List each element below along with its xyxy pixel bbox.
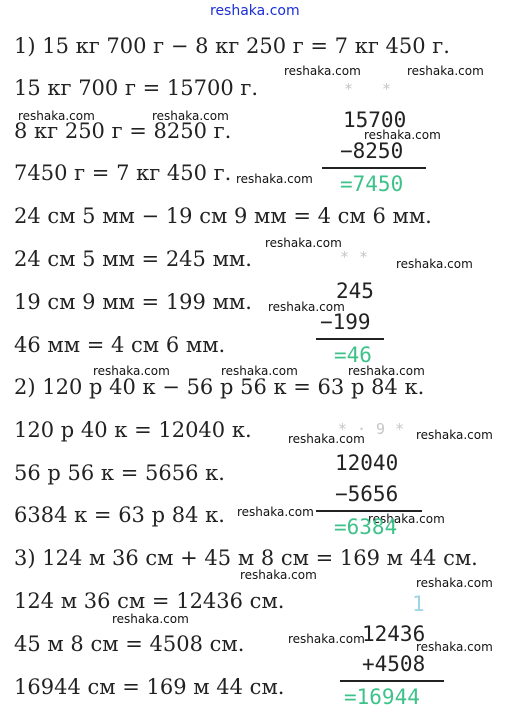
column-rule [340,680,444,682]
watermark: reshaka.com [348,364,425,378]
watermark: reshaka.com [236,172,313,186]
column-rule [316,338,384,340]
watermark: reshaka.com [288,432,365,446]
column-rule [322,167,426,169]
watermark: reshaka.com [368,512,445,526]
column-minuend: 15700 [343,108,407,132]
column-subtrahend: −5656 [335,482,399,506]
column-subtrahend: −199 [320,310,371,334]
watermark: reshaka.com [407,64,484,78]
equation-line: 24 см 5 мм − 19 см 9 мм = 4 см 6 мм. [14,204,432,228]
carry-mark: 1 [412,592,425,616]
conversion-line: 6384 к = 63 р 84 к. [14,503,225,527]
column-subtrahend: −8250 [340,139,404,163]
borrow-marks: ** [340,248,379,266]
watermark: reshaka.com [288,632,365,646]
watermark: reshaka.com [93,364,170,378]
conversion-line: 8 кг 250 г = 8250 г. [14,119,232,143]
column-result: =46 [334,343,372,367]
watermark: reshaka.com [284,64,361,78]
equation-task-2: 2) 120 р 40 к − 56 р 56 к = 63 р 84 к. [14,375,425,399]
conversion-line: 15 кг 700 г = 15700 г. [14,76,259,100]
watermark: reshaka.com [268,300,345,314]
equation-task-1: 1) 15 кг 700 г − 8 кг 250 г = 7 кг 450 г. [14,34,450,58]
watermark: reshaka.com [240,568,317,582]
column-result: =16944 [344,685,420,709]
column-augend: 12436 [362,622,426,646]
watermark: reshaka.com [396,257,473,271]
conversion-line: 46 мм = 4 см 6 мм. [14,333,226,357]
conversion-line: 124 м 36 см = 12436 см. [14,589,285,613]
watermark: reshaka.com [152,109,229,123]
watermark: reshaka.com [416,576,493,590]
column-result: =6384 [334,515,398,539]
conversion-line: 16944 см = 169 м 44 см. [14,675,285,699]
watermark: reshaka.com [364,128,441,142]
watermark: reshaka.com [237,505,314,519]
watermark-header: reshaka.com [210,3,300,19]
conversion-line: 45 м 8 см = 4508 см. [14,632,245,656]
borrow-marks: *·9* [338,420,415,438]
conversion-line: 24 см 5 мм = 245 мм. [14,247,252,271]
column-addend: +4508 [362,652,426,676]
column-minuend: 12040 [335,451,399,475]
conversion-line: 7450 г = 7 кг 450 г. [14,161,232,185]
column-result: =7450 [340,172,404,196]
watermark: reshaka.com [112,612,189,626]
conversion-line: 56 р 56 к = 5656 к. [14,461,225,485]
watermark: reshaka.com [265,236,342,250]
conversion-line: 120 р 40 к = 12040 к. [14,418,252,442]
watermark: reshaka.com [416,428,493,442]
watermark: reshaka.com [221,364,298,378]
column-minuend: 245 [336,279,374,303]
watermark: reshaka.com [18,109,95,123]
conversion-line: 19 см 9 мм = 199 мм. [14,290,252,314]
watermark: reshaka.com [416,640,493,654]
borrow-marks: * * [344,80,402,98]
column-rule [316,510,422,512]
equation-task-3: 3) 124 м 36 см + 45 м 8 см = 169 м 44 см. [14,546,478,570]
